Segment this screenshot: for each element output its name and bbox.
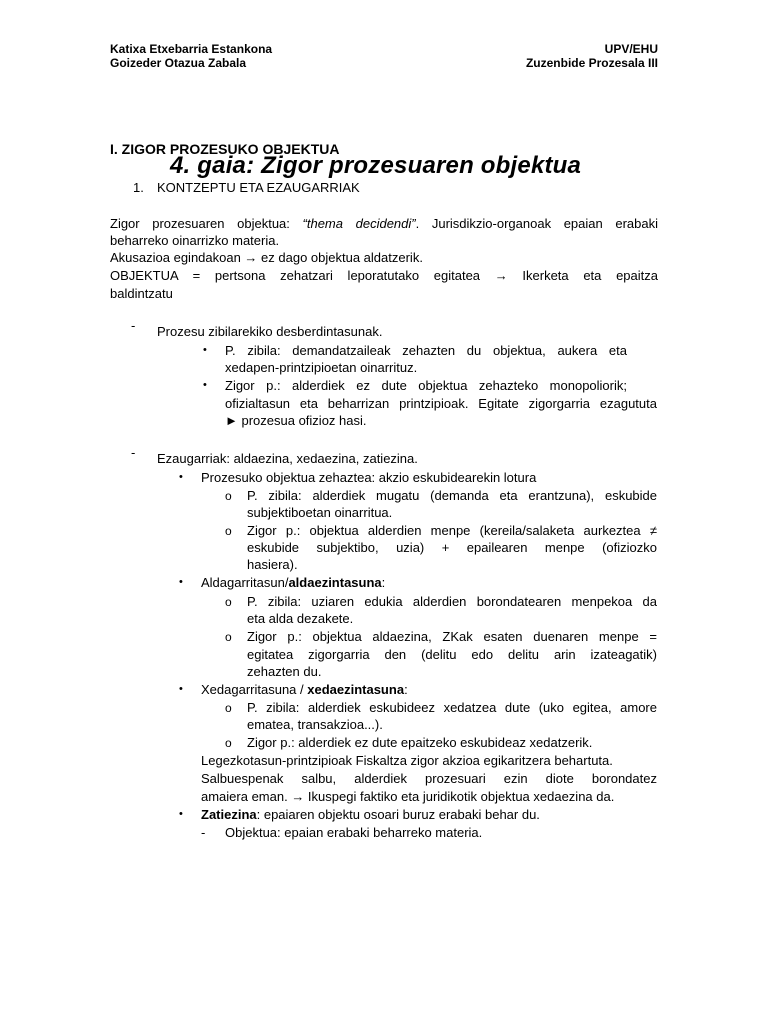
ezaug-b1c1-line-2: subjektiboetan oinarritua. bbox=[247, 505, 393, 520]
diff-b2-line-3: ► prozesua ofizioz hasi. bbox=[225, 413, 367, 428]
ezaug-b3 bbox=[201, 681, 408, 699]
ezaug-b3c1-line-1: P. zibila: alderdiek eskubideez xedatzea dute (uko egitea, amore bbox=[247, 700, 657, 715]
ezaug-b3-para-line-3: amaiera eman. → Ikuspegi faktiko eta juridikotik objektua xedaezina da. bbox=[201, 789, 615, 804]
xedagarritasuna-text: Xedagarritasuna / bbox=[201, 682, 308, 697]
ezaug-b2c1-line-2: eta alda dezakete. bbox=[247, 611, 354, 626]
intro-text: . Jurisdikzio-organoak epaian erabaki bbox=[415, 216, 658, 231]
aldaezintasuna-term: aldaezintasuna bbox=[288, 575, 382, 590]
bullet-marker: • bbox=[179, 808, 183, 820]
ezaug-b2c2-line-3: zehazten du. bbox=[247, 664, 322, 679]
subsection-heading bbox=[133, 180, 360, 195]
ezaug-b3-para-line-1: Legezkotasun-printzipioak Fiskaltza zigor akzioa egikaritzera behartuta. bbox=[201, 753, 613, 768]
ezaug-b1c1-line-1: P. zibila: alderdiek mugatu (demanda eta erantzuna), eskubide bbox=[247, 488, 657, 503]
ezaug-b3c2: Zigor p.: alderdiek ez dute epaitzeko eskubideaz xedatzerik. bbox=[247, 735, 593, 750]
intro-text: Zigor prozesuaren objektua: bbox=[110, 216, 303, 231]
subdash-marker: - bbox=[201, 825, 206, 840]
ezaug-b1: Prozesuko objektua zehaztea: akzio eskubidearekin lotura bbox=[201, 470, 537, 485]
bullet-marker: • bbox=[179, 576, 183, 588]
page-title: 4. gaia: Zigor prozesuaren objektua bbox=[170, 152, 582, 179]
ezaug-b2c2-line-2: egitatea zigorgarria den (delitu edo delitu arin izateagatik) bbox=[247, 647, 657, 662]
intro-line-3: Akusazioa egindakoan → ez dago objektua aldatzerik. bbox=[110, 250, 423, 265]
document-page bbox=[110, 0, 658, 1024]
ezaug-b4 bbox=[201, 806, 540, 824]
subsection-number: 1. bbox=[133, 180, 144, 195]
author-2: Goizeder Otazua Zabala bbox=[110, 56, 247, 70]
course-name: Zuzenbide Prozesala III bbox=[525, 56, 658, 70]
thema-decidendi: “thema decidendi” bbox=[302, 216, 416, 231]
circle-marker: o bbox=[225, 736, 232, 750]
bullet-marker: • bbox=[203, 344, 207, 356]
circle-marker: o bbox=[225, 489, 232, 503]
ezaug-b4-dash: Objektua: epaian erabaki beharreko materia. bbox=[225, 825, 483, 840]
institution: UPV/EHU bbox=[604, 42, 658, 56]
colon: : bbox=[381, 575, 386, 590]
header-authors bbox=[110, 42, 272, 70]
ezaug-b3-para-line-2: Salbuespenak salbu, alderdiek prozesuari ezin diote borondatez bbox=[201, 771, 657, 786]
dash-marker: - bbox=[131, 318, 136, 333]
dash-marker: - bbox=[131, 445, 136, 460]
intro-line-5: baldintzatu bbox=[110, 286, 173, 301]
diff-b2-line-2: ofizialtasun eta beharrizan printzipioak. Egitate zigorgarria ezagututa bbox=[225, 396, 657, 411]
circle-marker: o bbox=[225, 524, 232, 538]
bullet-marker: • bbox=[179, 683, 183, 695]
ezaug-b2c1-line-1: P. zibila: uziaren edukia alderdien borondatearen menpekoa da bbox=[247, 594, 657, 609]
intro-line-1 bbox=[110, 215, 658, 232]
circle-marker: o bbox=[225, 630, 232, 644]
circle-marker: o bbox=[225, 701, 232, 715]
header-course bbox=[526, 42, 658, 70]
subsection-label: KONTZEPTU ETA EZAUGARRIAK bbox=[157, 180, 360, 195]
ezaug-b1c2-line-3: hasiera). bbox=[247, 557, 298, 572]
aldagarritasun-text: Aldagarritasun/ bbox=[201, 575, 289, 590]
bullet-marker: • bbox=[203, 379, 207, 391]
ezaug-b3c1-line-2: ematea, transakzioa...). bbox=[247, 717, 383, 732]
ezaug-b1c2-line-1: Zigor p.: objektua alderdien menpe (kereila/salaketa aurkeztea ≠ bbox=[247, 523, 657, 538]
diff-b1-line-1: P. zibila: demandatzaileak zehazten du objektua, aukera eta bbox=[225, 343, 627, 358]
ezaug-b1c2-line-2: eskubide subjektibo, uzia) + epailearen menpe (ofiziozko bbox=[247, 540, 657, 555]
intro-line-2: beharreko oinarrizko materia. bbox=[110, 233, 280, 248]
ezaug-heading: Ezaugarriak: aldaezina, xedaezina, zatiezina. bbox=[157, 451, 418, 466]
diff-b1-line-2: xedapen-printzipioetan oinarrituz. bbox=[225, 360, 418, 375]
xedaezintasuna-term: xedaezintasuna bbox=[307, 682, 405, 697]
colon: : bbox=[404, 682, 408, 697]
diff-b2-line-1: Zigor p.: alderdiek ez dute objektua zehazteko monopoliorik; bbox=[225, 378, 627, 393]
intro-line-4: OBJEKTUA = pertsona zehatzari leporatutako egitatea → Ikerketa eta epaitza bbox=[110, 268, 658, 283]
author-1: Katixa Etxebarria Estankona bbox=[110, 42, 273, 56]
zatiezina-term: Zatiezina bbox=[201, 807, 257, 822]
bullet-marker: • bbox=[179, 471, 183, 483]
ezaug-b2 bbox=[201, 574, 385, 592]
circle-marker: o bbox=[225, 595, 232, 609]
section-heading: I. ZIGOR PROZESUKO OBJEKTUA bbox=[110, 141, 340, 157]
zatiezina-text: : epaiaren objektu osoari buruz erabaki behar du. bbox=[256, 807, 540, 822]
diff-heading: Prozesu zibilarekiko desberdintasunak. bbox=[157, 324, 383, 339]
ezaug-b2c2-line-1: Zigor p.: objektua aldaezina, ZKak esaten duenaren menpe = bbox=[247, 629, 657, 644]
